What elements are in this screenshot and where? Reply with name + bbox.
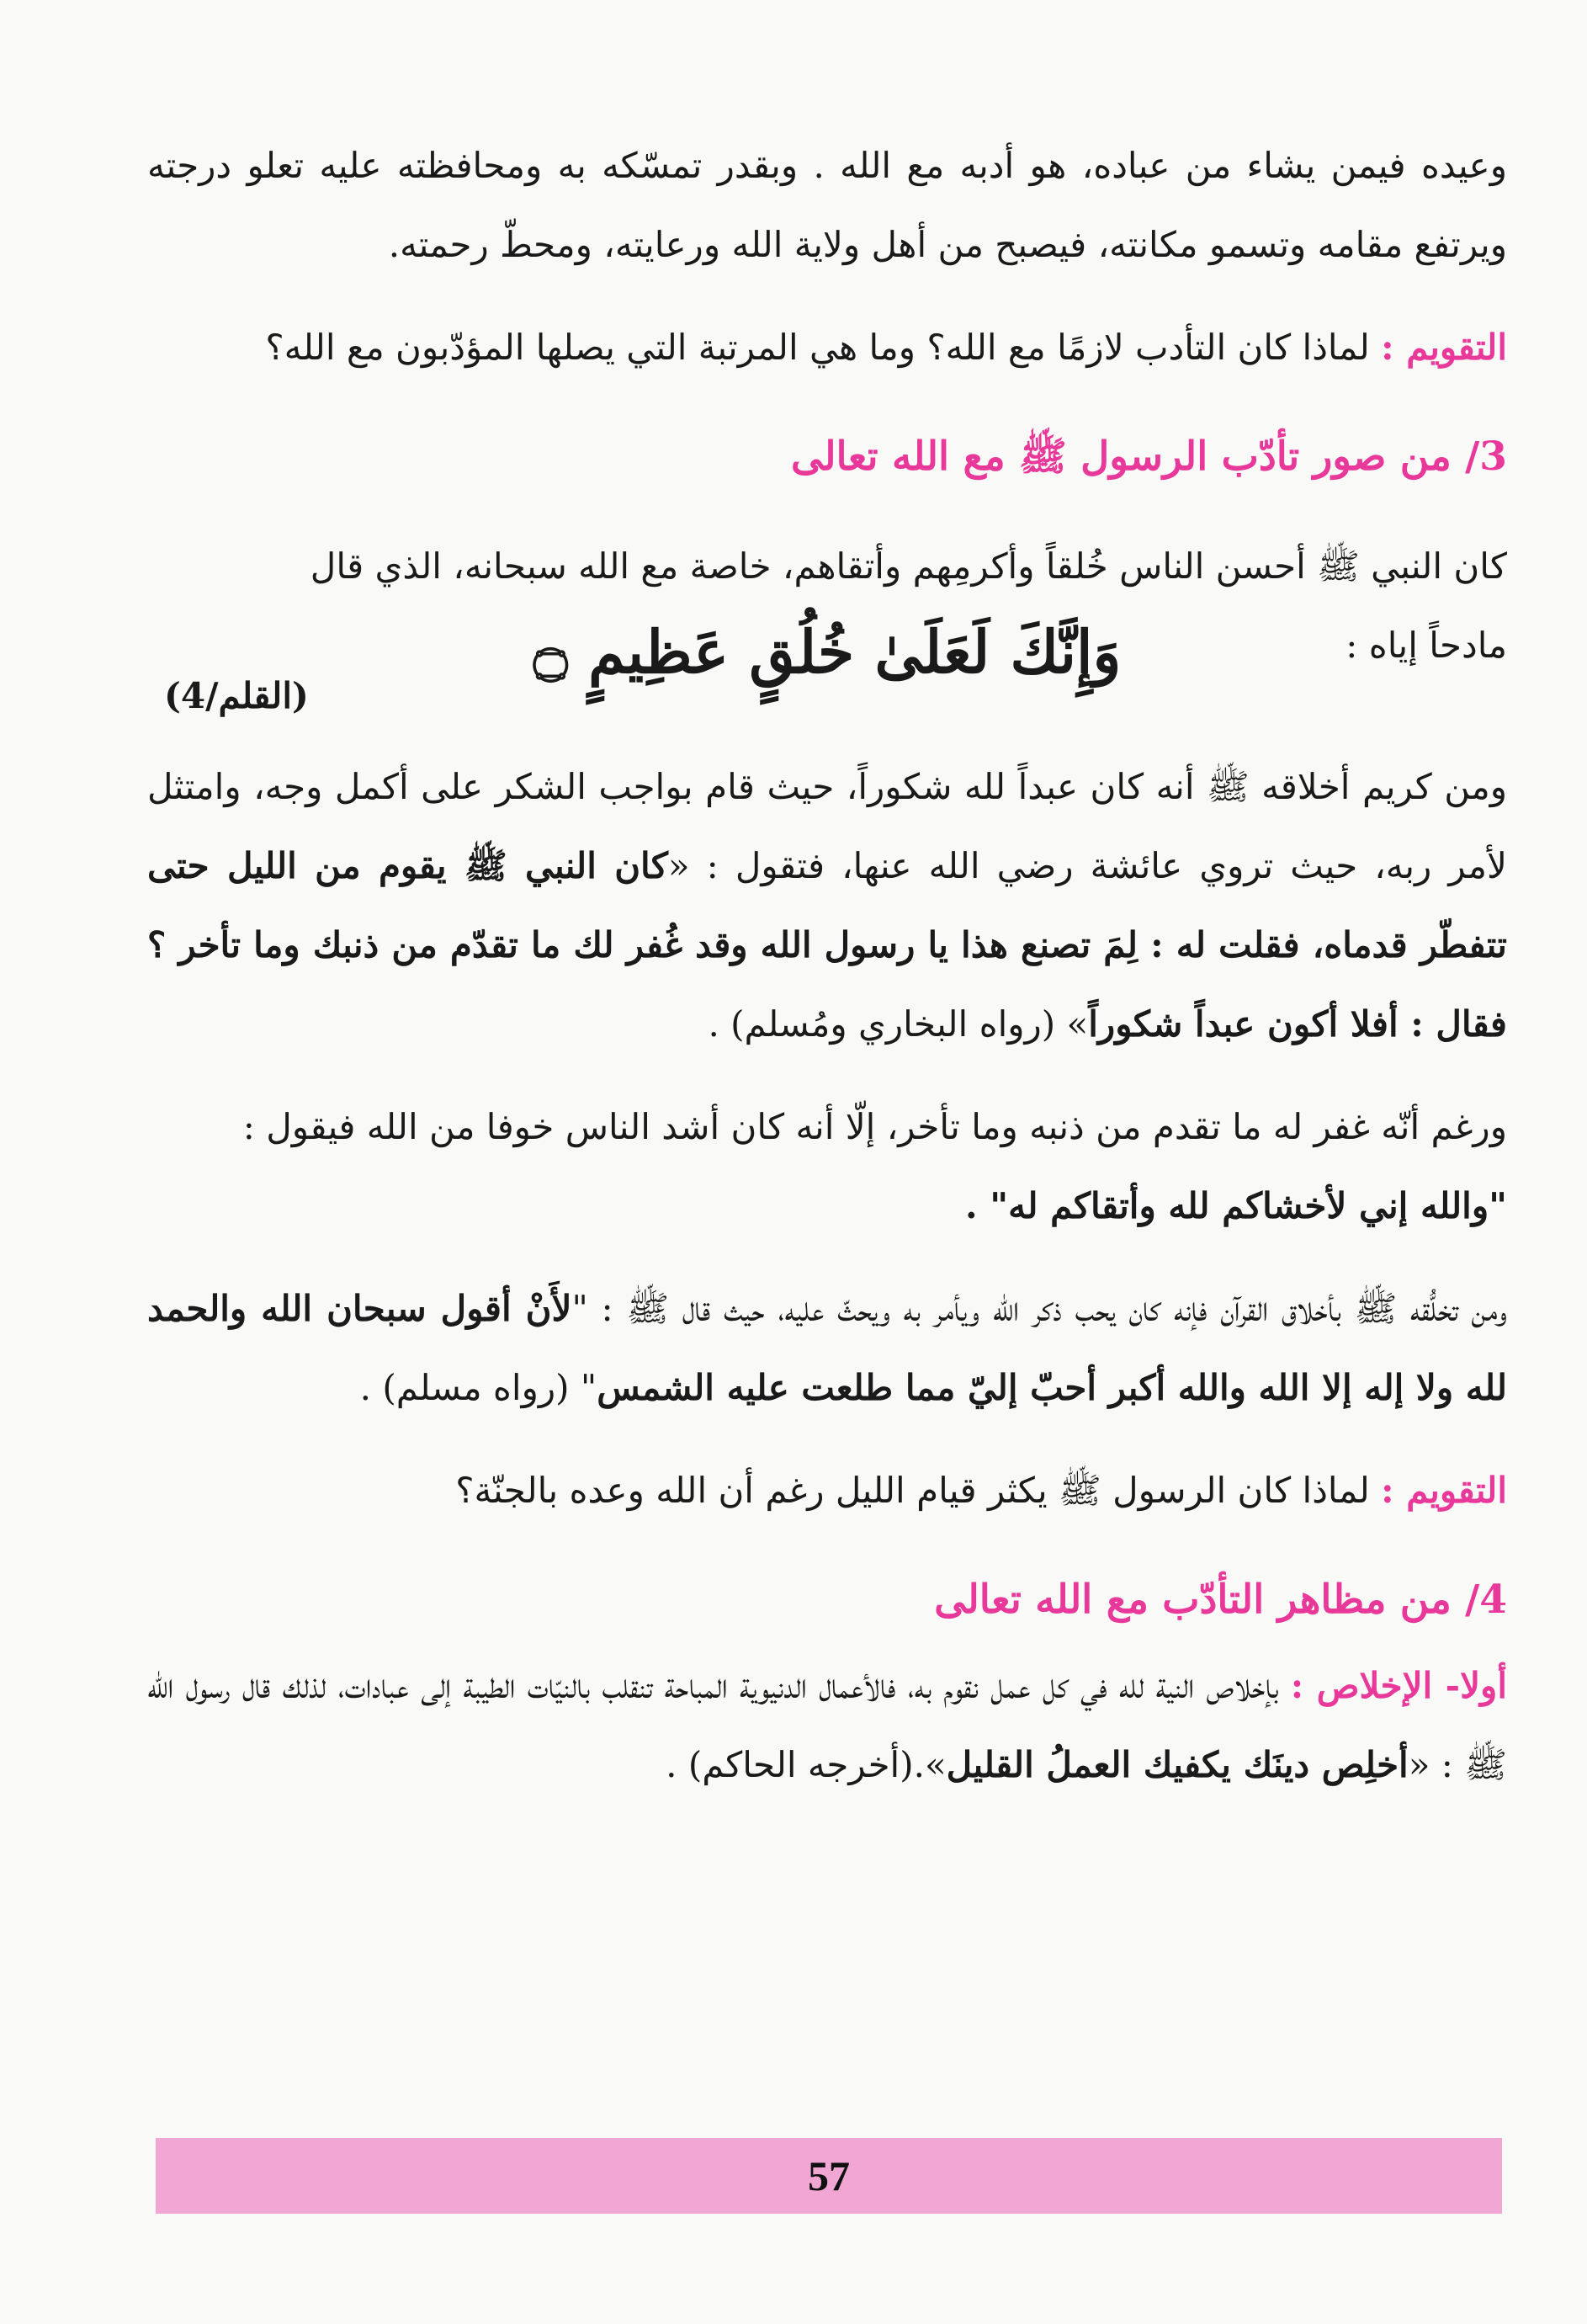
evaluation-label: التقويم : [1381,327,1507,368]
paragraph-6 [147,1269,1507,1428]
hadith-source-3: " (رواه مسلم) . [359,1367,597,1408]
intro-paragraph: وعيده فيمن يشاء من عباده، هو أدبه مع الله . وبقدر تمسّكه به ومحافظته عليه تعلو درجته ويرتفع مقامه وتسمو مكانته، فيصبح من أهل ولاية الله ورعايته، ومحطّ رحمته. [147,145,1507,265]
hadith-source-4: ».(أخرجه الحاكم) . [666,1744,947,1785]
evaluation-label-2: التقويم : [1381,1470,1507,1511]
page-number: 57 [808,2152,850,2199]
hadith-source: » (رواه البخاري ومُسلم) . [708,1003,1089,1045]
paragraph-7-text: بإخلاص النية لله في كل عمل نقوم به، فالأعمال الدنيوية المباحة تنقلب بالنيّات الطيبة إلى عبادات، لذلك قال رسول الله ﷺ : « [147,1665,1507,1785]
evaluation-question-1 [147,308,1507,387]
content [147,126,1507,1805]
hadith-quote-2: "والله إني لأخشاكم لله وأتقاكم له" . [965,1185,1507,1226]
evaluation-text-2: لماذا كان الرسول ﷺ يكثر قيام الليل رغم أن الله وعده بالجنّة؟ [455,1470,1370,1511]
hadith-quote: كان النبي ﷺ يقوم من الليل حتى تتفطّر قدماه، فقلت له : لِمَ تصنع هذا يا رسول الله وقد غُفر لك ما تقدّم من ذنبك وما تأخر ؟ فقال : أفلا أكون عبداً شكوراً [147,845,1507,1045]
ayah-lead-text: مادحاً إياه : [1346,625,1507,666]
hadith-quote-3: لأَنْ أقول سبحان الله والحمد لله ولا إله إلا الله والله أكبر أحبّ إليّ مما طلعت عليه الشمس [147,1288,1507,1408]
paragraph-5 [147,1088,1507,1246]
paragraph-7 [147,1646,1507,1805]
quran-verse: وَإِنَّكَ لَعَلَىٰ خُلُقٍ عَظِيمٍ ۝ [533,617,1122,687]
footer-bar [156,2138,1502,2214]
section-3-title: 3/ من صور تأدّب الرسول ﷺ مع الله تعالى [791,433,1507,480]
paragraph-6-text: ومن تخلُّقه ﷺ بأخلاق القرآن فإنه كان يحب ذكر الله ويأمر به ويحثّ عليه، حيث قال ﷺ : " [571,1288,1508,1329]
paragraph-4-text: ومن كريم أخلاقه ﷺ أنه كان عبداً لله شكوراً، حيث قام بواجب الشكر على أكمل وجه، وامتثل لأمر ربه، حيث تروي عائشة رضي الله عنها، فتقول : « [147,766,1507,886]
paragraph-5-text: ورغم أنّه غفر له ما تقدم من ذنبه وما تأخر، إلّا أنه كان أشد الناس خوفا من الله فيقول : [242,1106,1507,1147]
paragraph-4 [147,747,1507,1064]
hadith-quote-4: أخلِص دينَك يكفيك العملُ القليل [946,1744,1409,1785]
ayah-block [147,606,1507,724]
section-4-title: 4/ من مظاهر التأدّب مع الله تعالى [934,1577,1507,1623]
ikhlas-label: أولا- الإخلاص : [1290,1665,1507,1706]
evaluation-question-2 [147,1451,1507,1530]
verse-reference: (القلم/4) [164,675,309,716]
evaluation-text: لماذا كان التأدب لازمًا مع الله؟ وما هي المرتبة التي يصلها المؤدّبون مع الله؟ [265,327,1370,368]
paragraph-3a: كان النبي ﷺ أحسن الناس خُلقاً وأكرمِهم وأتقاهم، خاصة مع الله سبحانه، الذي قال [310,545,1507,587]
